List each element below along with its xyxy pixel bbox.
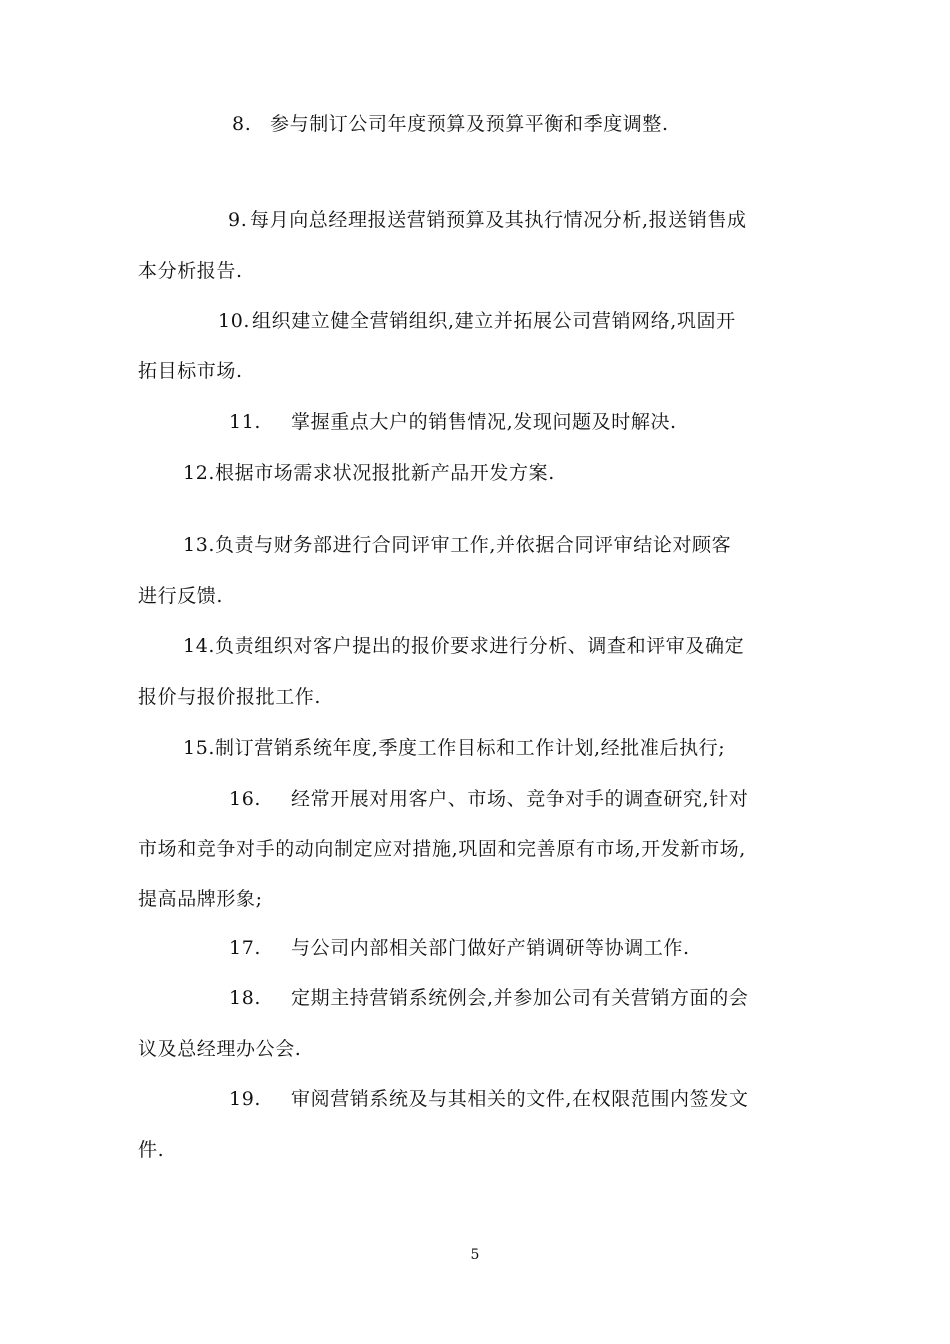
item-number: 17. (229, 937, 262, 959)
item-text: 每月向总经理报送营销预算及其执行情况分析,报送销售成 (250, 209, 747, 231)
list-item-15 (183, 736, 725, 760)
item-text: 与公司内部相关部门做好产销调研等协调工作. (291, 937, 690, 959)
item-text: 参与制订公司年度预算及预算平衡和季度调整. (270, 113, 669, 135)
item-number: 12. (183, 462, 216, 484)
item-number: 10. (218, 310, 251, 332)
item-text: 经常开展对用客户、市场、竞争对手的调查研究,针对 (291, 788, 749, 810)
item-text: 负责与财务部进行合同评审工作,并依据合同评审结论对顾客 (215, 534, 732, 556)
list-item-10-continued: 拓目标市场. (138, 360, 243, 382)
item-number: 18. (229, 987, 262, 1009)
item-text: 定期主持营销系统例会,并参加公司有关营销方面的会 (291, 987, 749, 1009)
list-item-16-continued-2: 提高品牌形象; (138, 888, 263, 910)
list-item-10 (218, 309, 736, 333)
list-item-9 (228, 208, 747, 232)
item-number: 14. (183, 635, 216, 657)
item-text: 组织建立健全营销组织,建立并拓展公司营销网络,巩固开 (252, 310, 736, 332)
page-number: 5 (470, 1247, 480, 1263)
item-number: 9. (228, 209, 248, 231)
list-item-19 (229, 1087, 748, 1111)
list-item-11 (229, 410, 677, 434)
item-number: 15. (183, 737, 216, 759)
list-item-18 (229, 986, 748, 1010)
item-number: 19. (229, 1088, 262, 1110)
list-item-17 (229, 936, 690, 960)
item-text: 负责组织对客户提出的报价要求进行分析、调查和评审及确定 (215, 635, 745, 657)
list-item-14 (183, 634, 744, 658)
list-item-14-continued: 报价与报价报批工作. (138, 686, 322, 708)
item-number: 11. (229, 411, 262, 433)
list-item-16-continued: 市场和竞争对手的动向制定应对措施,巩固和完善原有市场,开发新市场, (138, 838, 746, 860)
list-item-19-continued: 件. (138, 1139, 165, 1161)
item-number: 8. (232, 113, 252, 135)
list-item-12 (183, 461, 555, 485)
item-text: 根据市场需求状况报批新产品开发方案. (215, 462, 555, 484)
item-text: 掌握重点大户的销售情况,发现问题及时解决. (291, 411, 677, 433)
list-item-13-continued: 进行反馈. (138, 585, 224, 607)
item-text: 制订营销系统年度,季度工作目标和工作计划,经批准后执行; (215, 737, 726, 759)
list-item-9-continued: 本分析报告. (138, 260, 243, 282)
list-item-8 (232, 112, 669, 136)
item-text: 审阅营销系统及与其相关的文件,在权限范围内签发文 (291, 1088, 749, 1110)
list-item-18-continued: 议及总经理办公会. (138, 1038, 302, 1060)
item-number: 13. (183, 534, 216, 556)
item-number: 16. (229, 788, 262, 810)
list-item-13 (183, 533, 731, 557)
list-item-16 (229, 787, 748, 811)
